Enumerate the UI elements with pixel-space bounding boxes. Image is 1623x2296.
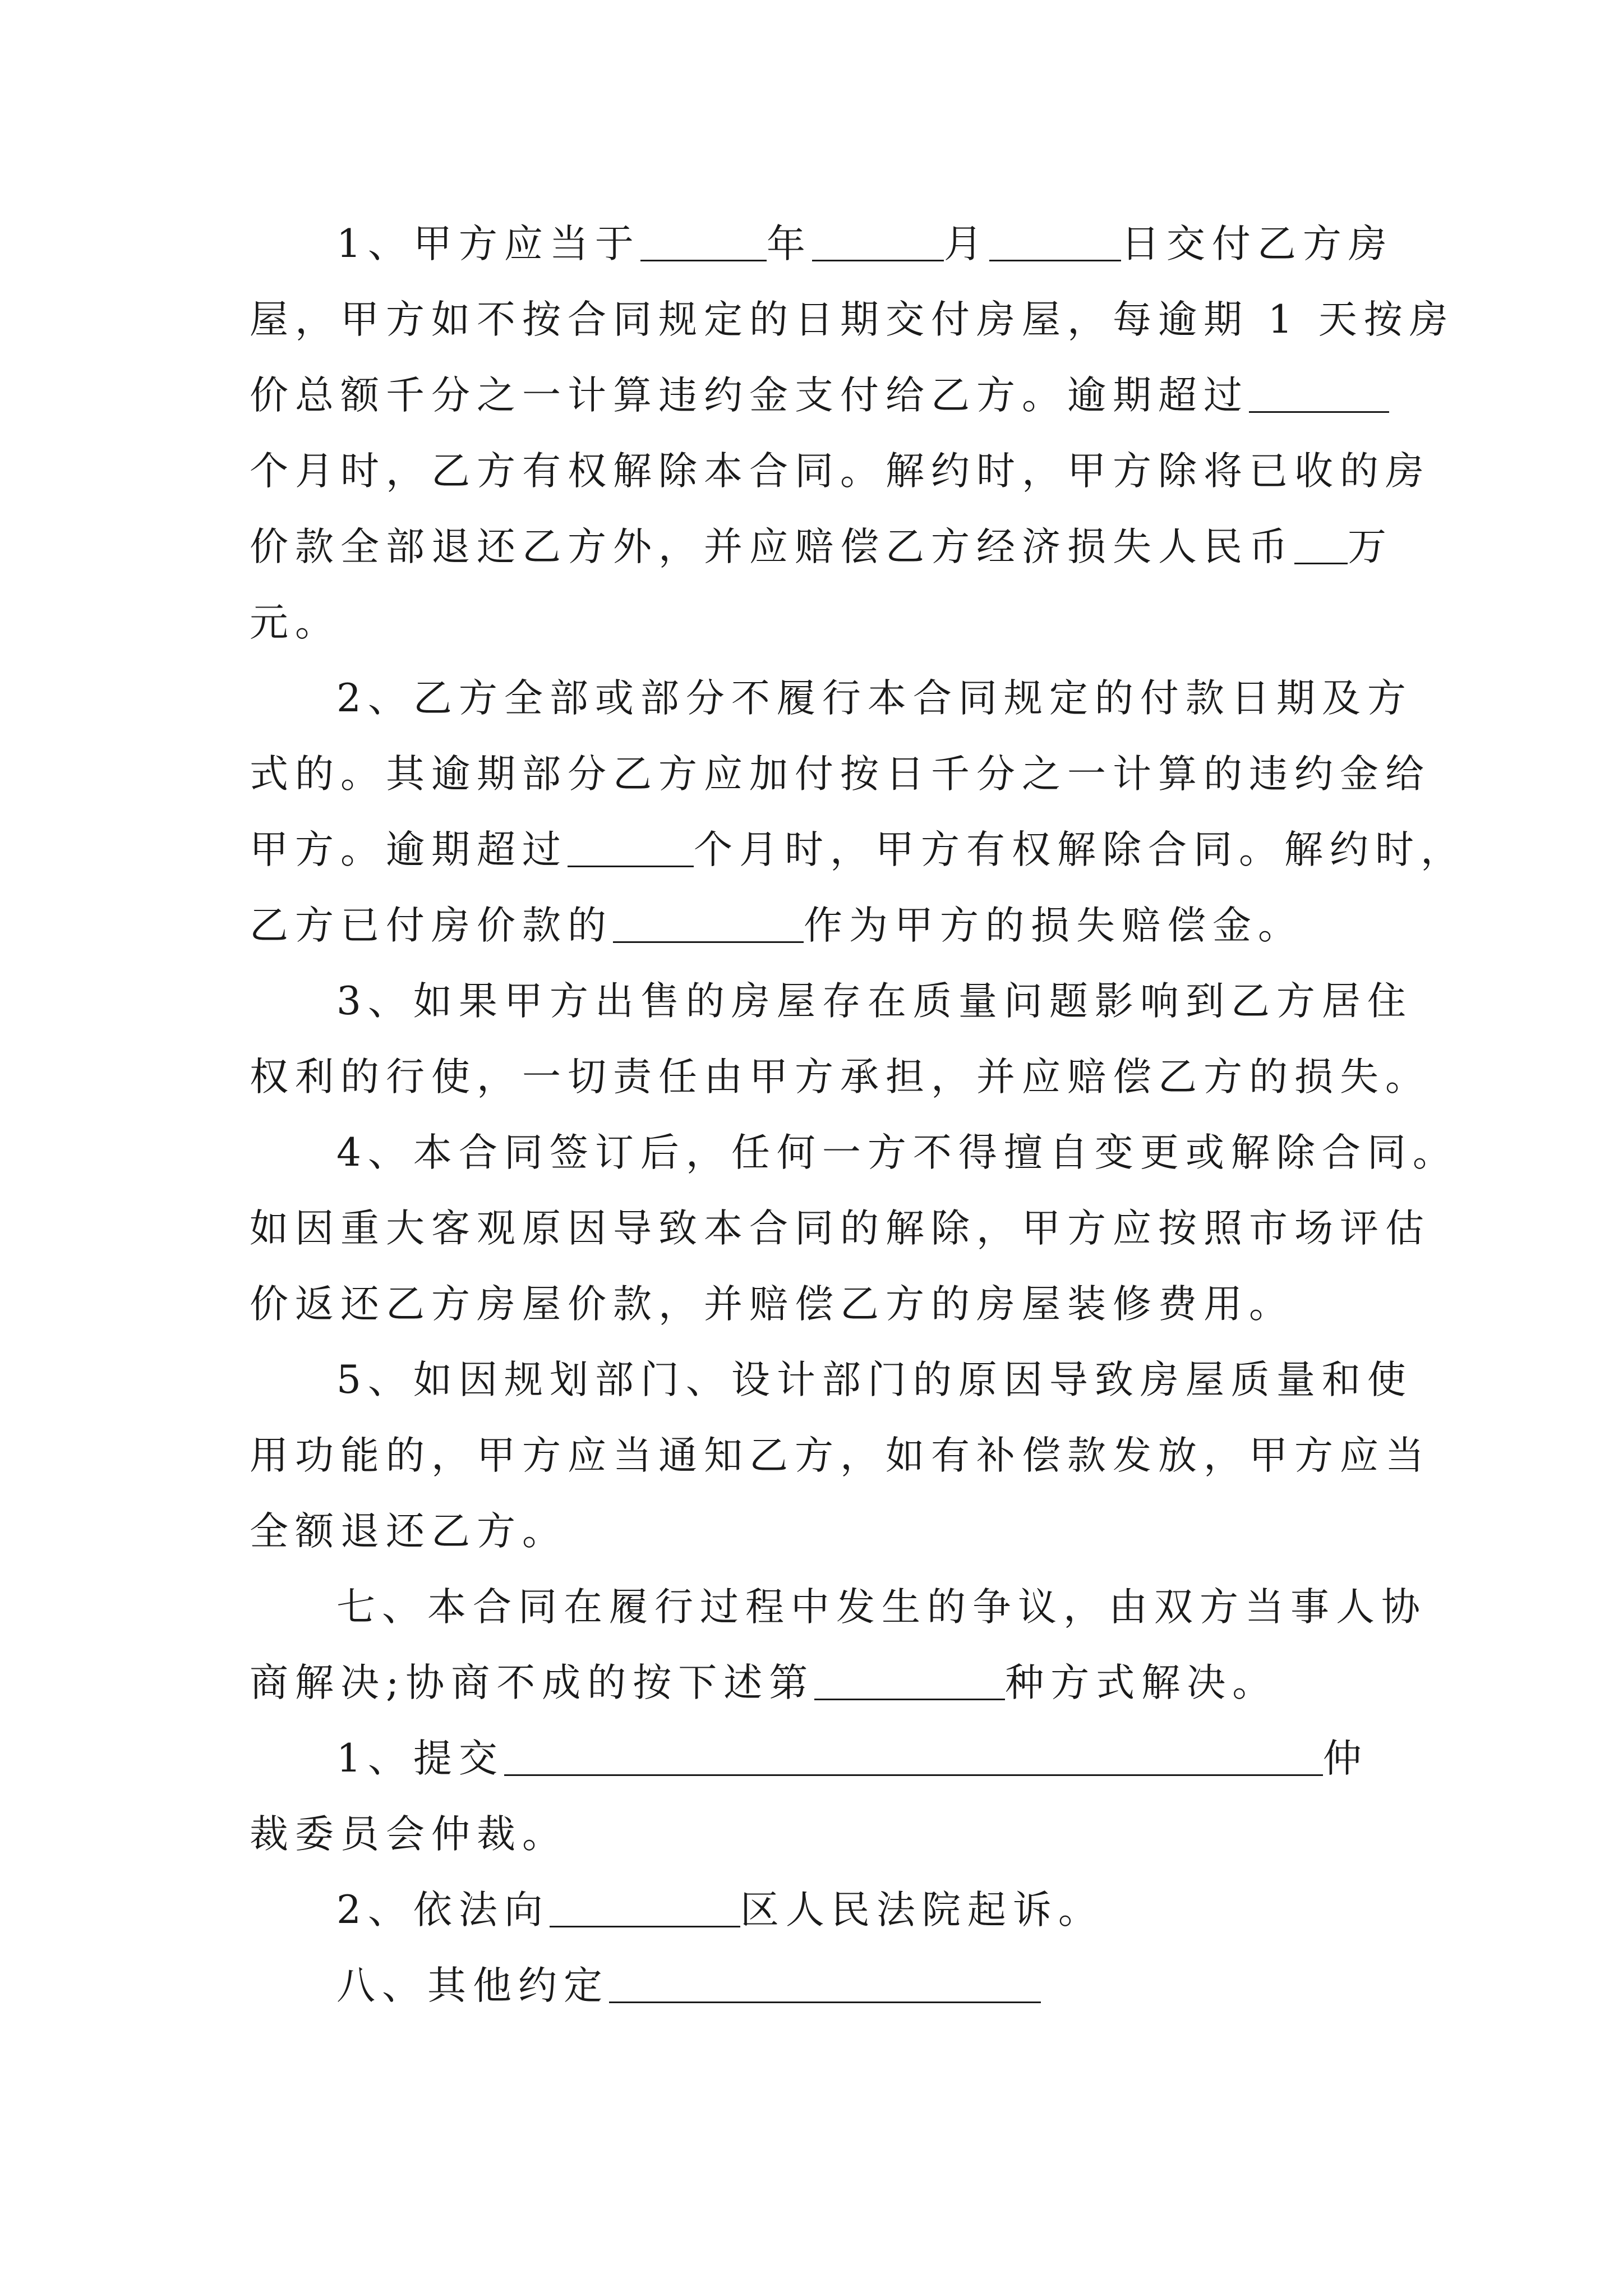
text: 日交付乙方房 <box>1121 222 1394 266</box>
clause7-line1: 七、本合同在履行过程中发生的争议，由双方当事人协 <box>336 1585 1427 1630</box>
text: 区人民法院起诉。 <box>740 1888 1104 1932</box>
item1-line3 <box>250 362 1389 429</box>
clause7-option1-cont: 裁委员会仲裁。 <box>250 1812 568 1857</box>
item1-line1 <box>336 210 1394 278</box>
item4-line1: 4、本合同签订后，任何一方不得擅自变更或解除合同。 <box>336 1130 1458 1175</box>
blank-percentage[interactable] <box>613 907 804 943</box>
text: 乙方已付房价款的 <box>250 903 613 948</box>
item4-line3: 价返还乙方房屋价款，并赔偿乙方的房屋装修费用。 <box>250 1282 1294 1327</box>
blank-year[interactable] <box>640 225 767 261</box>
text: 2、依法向 <box>336 1888 550 1932</box>
blank-month[interactable] <box>812 225 944 261</box>
item2-line2: 式的。其逾期部分乙方应加付按日千分之一计算的违约金给 <box>250 752 1431 797</box>
blank-overdue-months-2[interactable] <box>568 831 694 867</box>
clause8-line1 <box>336 1952 1041 2019</box>
clause7-line2 <box>250 1649 1278 1717</box>
text: 个月时，甲方有权解除合同。解约时， <box>694 827 1466 872</box>
blank-day[interactable] <box>989 225 1121 261</box>
text: 仲 <box>1322 1736 1368 1781</box>
text: 八、其他约定 <box>336 1963 609 2008</box>
item5-line1: 5、如因规划部门、设计部门的原因导致房屋质量和使 <box>336 1358 1413 1402</box>
item2-line3 <box>250 816 1466 884</box>
text: 作为甲方的损失赔偿金。 <box>804 903 1303 948</box>
blank-other-terms[interactable] <box>609 1967 1041 2003</box>
text: 1、甲方应当于 <box>336 222 640 266</box>
text: 甲方。逾期超过 <box>250 827 568 872</box>
blank-arbitration[interactable] <box>504 1740 1323 1776</box>
text: 价总额千分之一计算违约金支付给乙方。逾期超过 <box>250 373 1249 418</box>
blank-court[interactable] <box>550 1891 740 1927</box>
text: 1、提交 <box>336 1736 504 1781</box>
clause7-option1 <box>336 1725 1368 1792</box>
text: 万 <box>1348 524 1393 569</box>
item2-line1: 2、乙方全部或部分不履行本合同规定的付款日期及方 <box>336 676 1413 721</box>
item1-line2: 屋，甲方如不按合同规定的日期交付房屋，每逾期 1 天按房 <box>250 297 1455 342</box>
item5-line2: 用功能的，甲方应当通知乙方，如有补偿款发放，甲方应当 <box>250 1433 1431 1478</box>
text: 价款全部退还乙方外，并应赔偿乙方经济损失人民币 <box>250 524 1294 569</box>
text: 月 <box>943 222 989 266</box>
item1-line5 <box>250 513 1393 581</box>
blank-method[interactable] <box>814 1664 1005 1700</box>
item1-line6: 元。 <box>250 600 340 645</box>
text: 年 <box>766 222 812 266</box>
item3-line1: 3、如果甲方出售的房屋存在质量问题影响到乙方居住 <box>336 979 1413 1024</box>
item2-line4 <box>250 892 1303 959</box>
item4-line2: 如因重大客观原因导致本合同的解除，甲方应按照市场评估 <box>250 1206 1431 1251</box>
blank-compensation[interactable] <box>1294 528 1348 564</box>
blank-overdue-months[interactable] <box>1249 376 1389 413</box>
item3-line2: 权利的行使，一切责任由甲方承担，并应赔偿乙方的损失。 <box>250 1055 1431 1099</box>
text: 商解决;协商不成的按下述第 <box>250 1660 815 1705</box>
item5-line3: 全额退还乙方。 <box>250 1509 568 1554</box>
clause7-option2 <box>336 1876 1104 1944</box>
text: 种方式解决。 <box>1005 1660 1278 1705</box>
item1-line4: 个月时，乙方有权解除本合同。解约时，甲方除将已收的房 <box>250 449 1431 494</box>
